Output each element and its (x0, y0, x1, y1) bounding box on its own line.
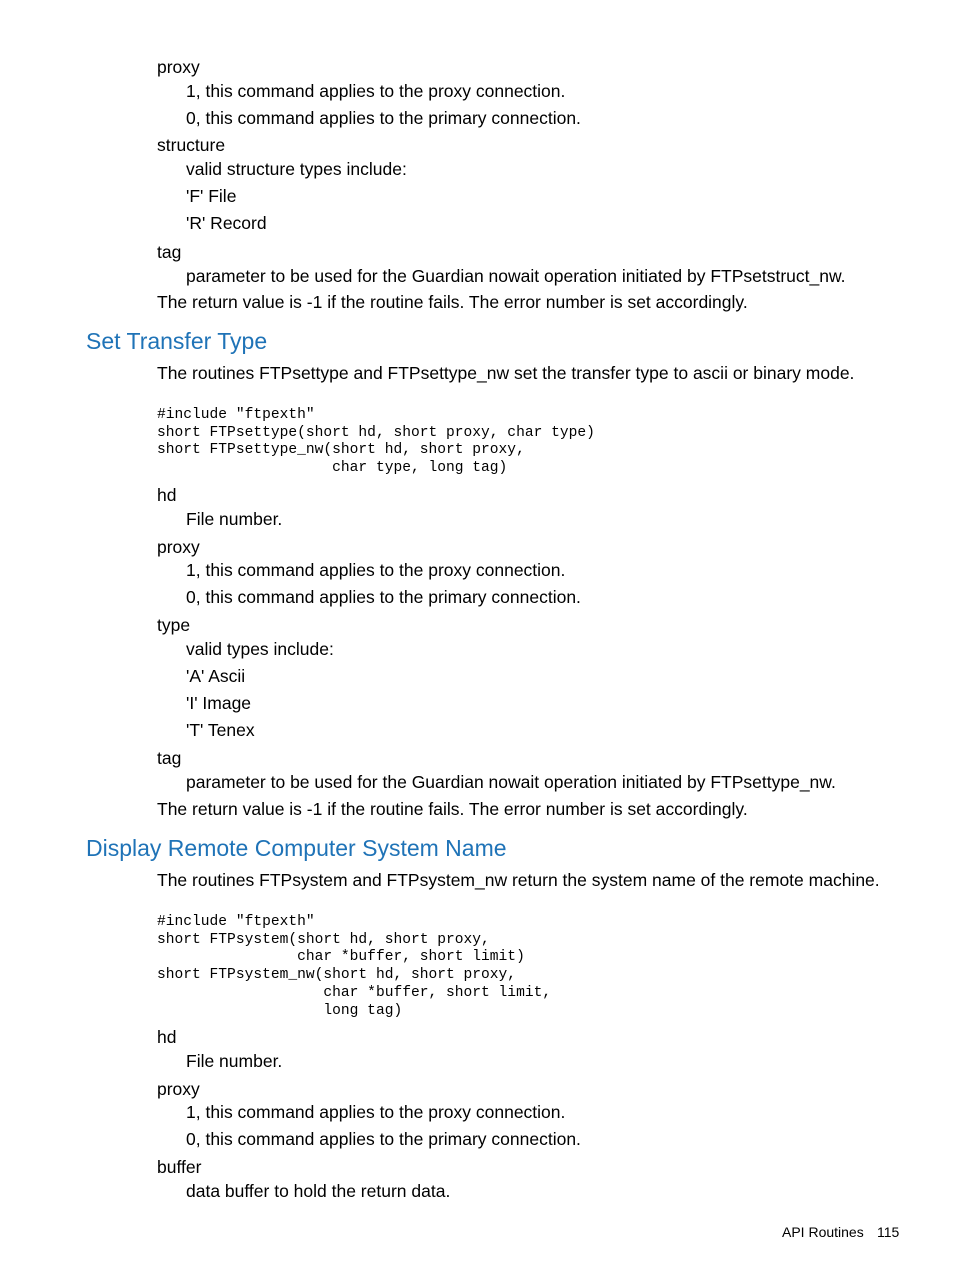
footer-section-title: API Routines (782, 1224, 864, 1240)
section-intro: The routines FTPsettype and FTPsettype_nw set the transfer type to ascii or binary mode. (157, 363, 855, 383)
param-desc-hd: File number. (186, 509, 283, 529)
structure-option-r: 'R' Record (186, 213, 267, 233)
param-desc-proxy-1: 1, this command applies to the proxy connection. (186, 81, 566, 101)
param-term-hd: hd (157, 1027, 177, 1047)
code-block: #include "ftpexth" short FTPsystem(short hd, short proxy, char *buffer, short limit) short FTPsystem_nw(short hd, short proxy, char *buffer, short limit, long tag) (157, 914, 552, 1019)
param-term-tag: tag (157, 748, 182, 768)
param-term-proxy: proxy (157, 537, 200, 557)
type-option-a: 'A' Ascii (186, 666, 246, 686)
type-option-t: 'T' Tenex (186, 720, 255, 740)
param-term-buffer: buffer (157, 1157, 202, 1177)
param-desc-proxy-1: 1, this command applies to the proxy connection. (186, 560, 566, 580)
section-heading-display-remote-system-name: Display Remote Computer System Name (86, 835, 507, 861)
section-intro: The routines FTPsystem and FTPsystem_nw return the system name of the remote machine. (157, 870, 880, 890)
param-term-structure: structure (157, 135, 226, 155)
param-term-tag: tag (157, 242, 182, 262)
param-desc-proxy-0: 0, this command applies to the primary connection. (186, 587, 581, 607)
param-desc-proxy-0: 0, this command applies to the primary connection. (186, 108, 581, 128)
return-value-text: The return value is -1 if the routine fails. The error number is set accordingly. (157, 799, 748, 819)
section-heading-set-transfer-type: Set Transfer Type (86, 328, 268, 354)
return-value-text: The return value is -1 if the routine fails. The error number is set accordingly. (157, 292, 748, 312)
code-block: #include "ftpexth" short FTPsettype(short hd, short proxy, char type) short FTPsettype_nw(short hd, short proxy, char type, long tag) (157, 407, 595, 477)
param-desc-buffer: data buffer to hold the return data. (186, 1181, 451, 1201)
type-option-i: 'I' Image (186, 693, 252, 713)
page-number: 115 (877, 1224, 900, 1240)
param-desc-tag: parameter to be used for the Guardian nowait operation initiated by FTPsettype_nw. (186, 772, 836, 792)
param-term-hd: hd (157, 485, 177, 505)
param-desc-proxy-0: 0, this command applies to the primary connection. (186, 1129, 581, 1149)
param-desc-structure: valid structure types include: (186, 159, 407, 179)
param-term-proxy: proxy (157, 1079, 200, 1099)
param-term-proxy: proxy (157, 57, 200, 77)
param-desc-type: valid types include: (186, 639, 334, 659)
param-term-type: type (157, 615, 191, 635)
param-desc-hd: File number. (186, 1051, 283, 1071)
structure-option-f: 'F' File (186, 186, 237, 206)
param-desc-proxy-1: 1, this command applies to the proxy connection. (186, 1102, 566, 1122)
param-desc-tag: parameter to be used for the Guardian nowait operation initiated by FTPsetstruct_nw. (186, 266, 846, 286)
